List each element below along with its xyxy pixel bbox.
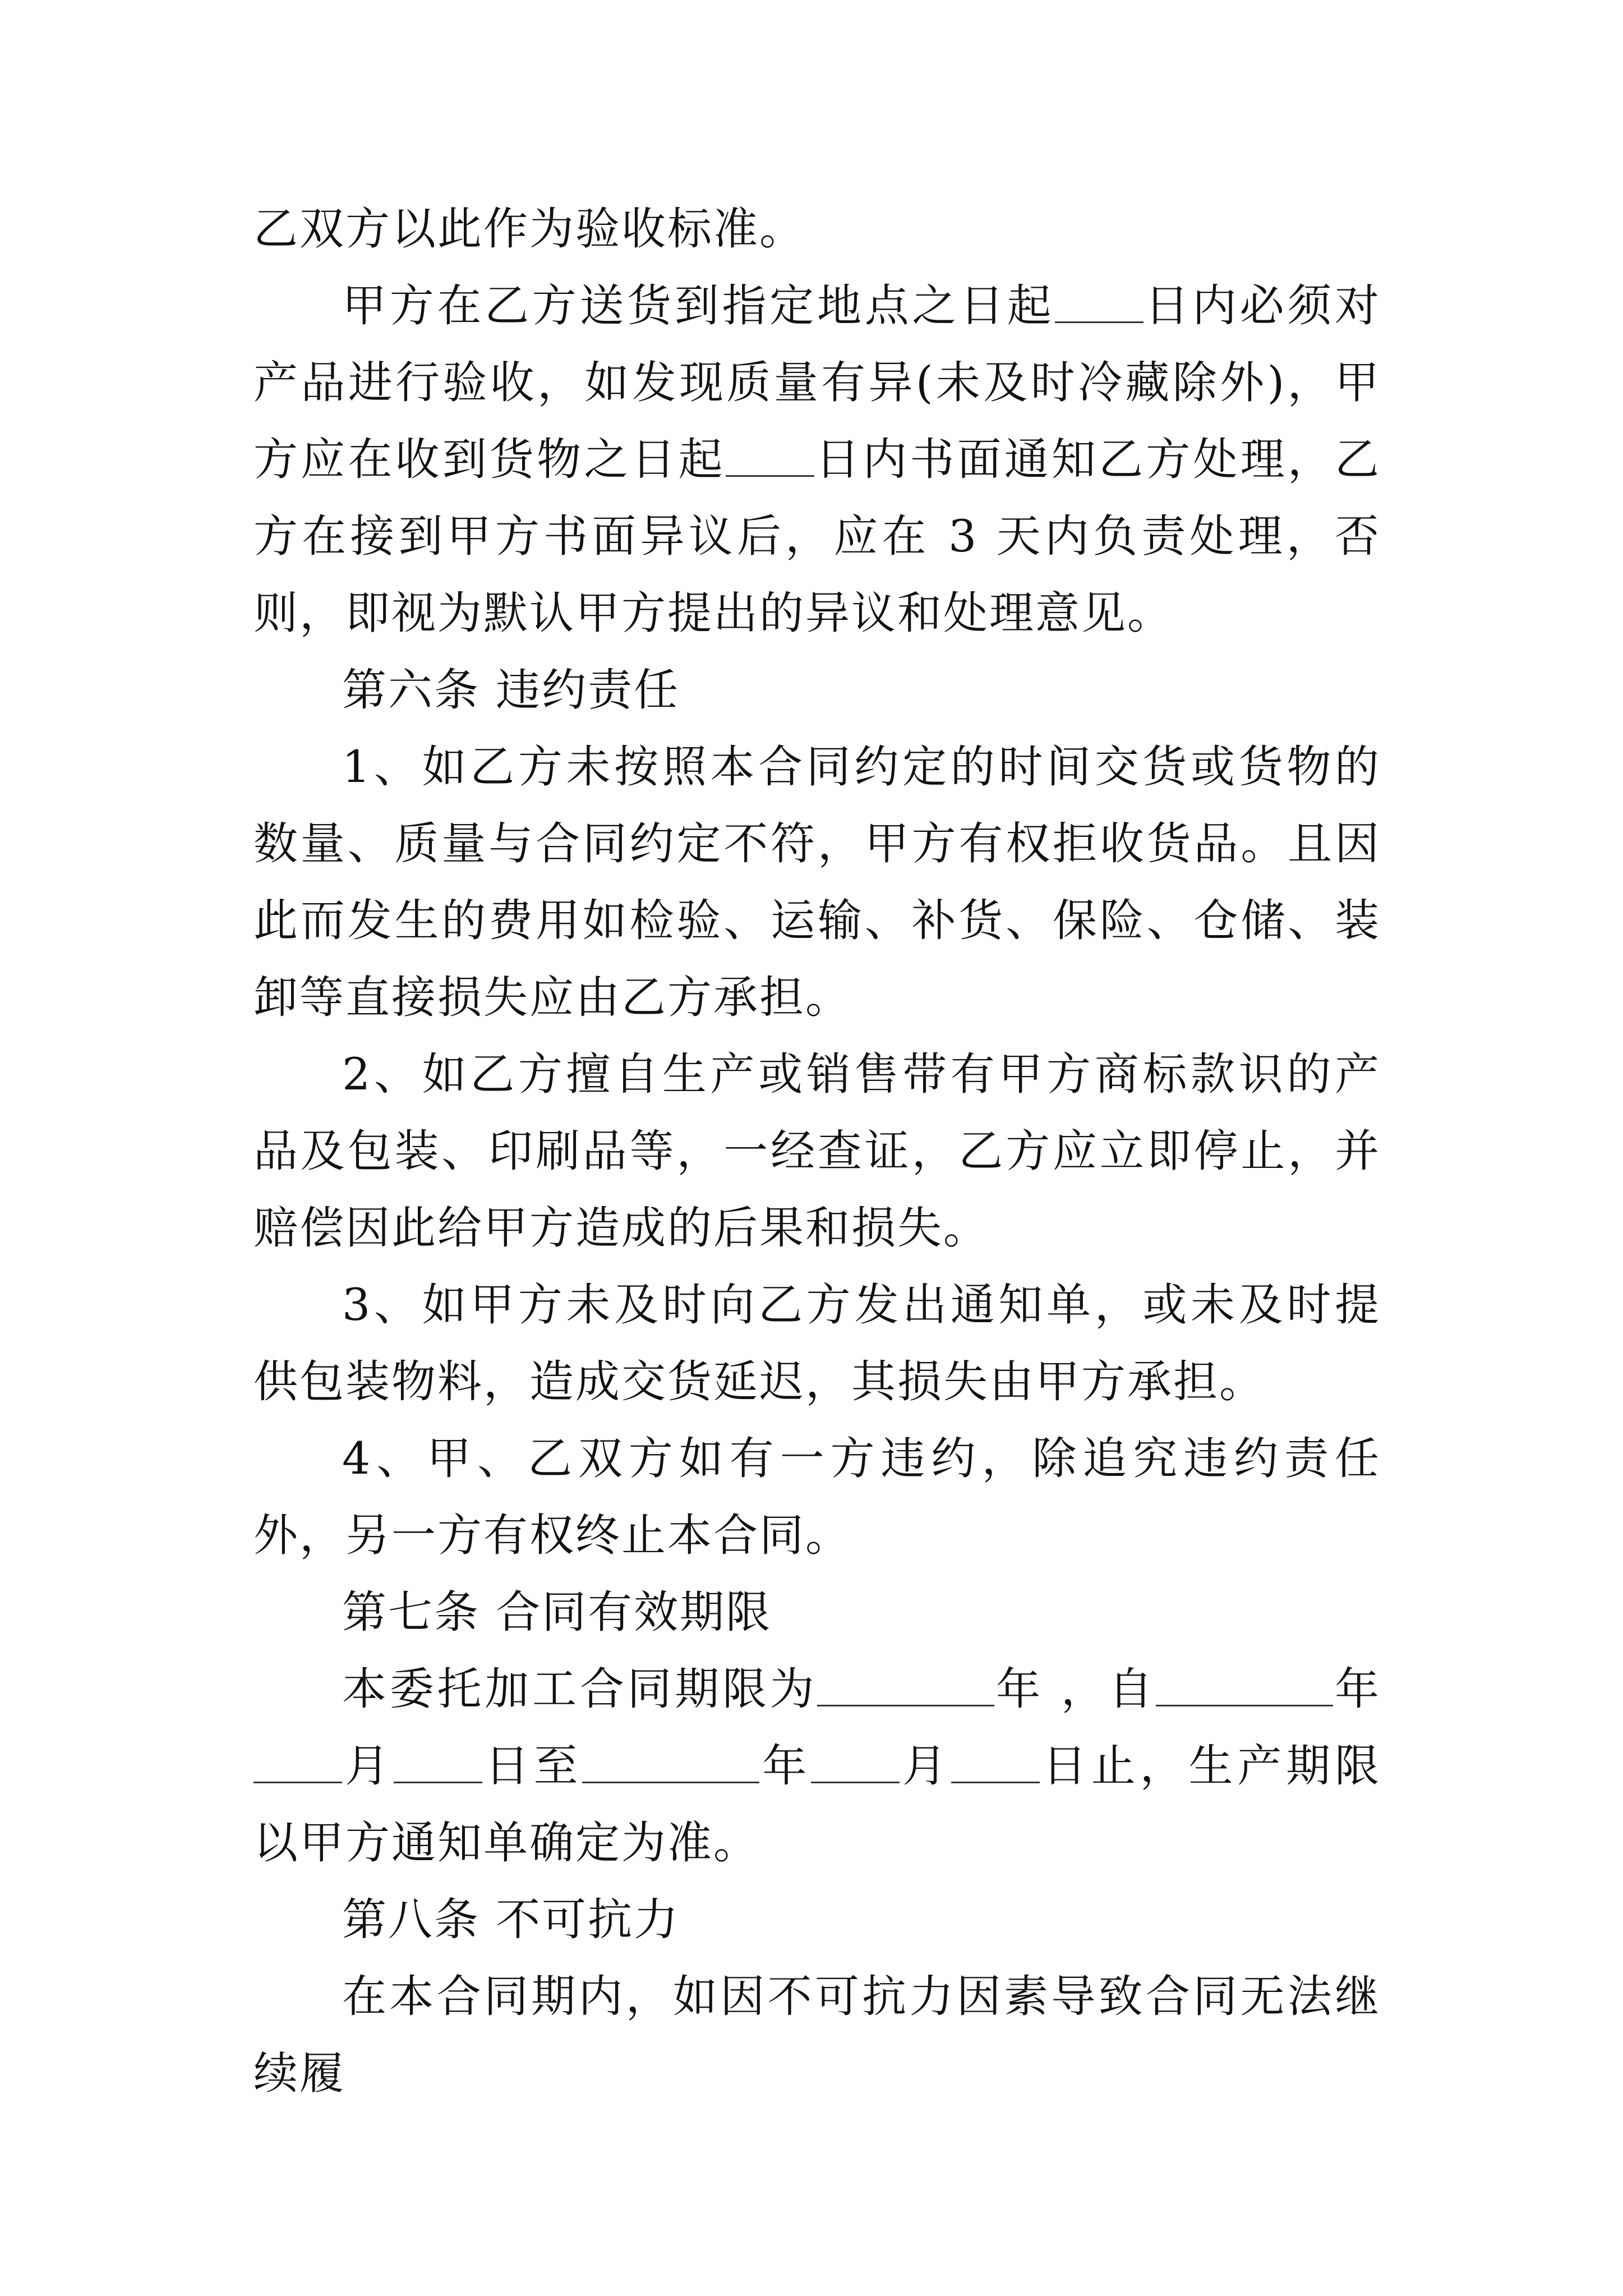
paragraph-text: 日止，生产期限以甲方通知单确定为准。 <box>253 1740 1381 1869</box>
fill-in-blank-start-year[interactable] <box>1156 1665 1333 1706</box>
article-6-heading: 第六条 违约责任 <box>342 664 680 716</box>
fill-in-blank-end-month[interactable] <box>811 1742 900 1783</box>
paragraph-text: 年 ，自 <box>994 1663 1156 1715</box>
paragraph-inspection <box>253 268 1381 652</box>
paragraph-text: 乙双方以此作为验收标准。 <box>253 203 805 255</box>
article-6-clause-1: 1、如乙方未按照本合同约定的时间交货或货物的数量、质量与合同约定不符，甲方有权拒收货品。且因此而发生的费用如检验、运输、补货、保险、仓储、装卸等直接损失应由乙方承担。 <box>253 741 1381 1023</box>
article-7-term <box>253 1651 1381 1881</box>
fill-in-blank-days[interactable] <box>726 435 814 477</box>
paragraph-text: 日内必须对产品进行验收，如发现质量有异(未及时冷藏除外)，甲方应在收到货物之日起 <box>253 280 1381 485</box>
fill-in-blank-end-day[interactable] <box>951 1742 1040 1783</box>
paragraph-acceptance-standard <box>253 191 1381 268</box>
paragraph-text: 日内书面通知乙方处理，乙方在接到甲方书面异议后，应在 3 天内负责处理，否则，即视为默认甲方提出的异议和处理意见。 <box>253 434 1381 639</box>
fill-in-blank-term-years[interactable] <box>817 1665 994 1706</box>
contract-text <box>253 191 1381 2112</box>
fill-in-blank-start-day[interactable] <box>394 1742 482 1783</box>
paragraph-text: 日至 <box>482 1740 583 1792</box>
paragraph-text: 月 <box>342 1740 394 1792</box>
article-6-clause-2: 2、如乙方擅自生产或销售带有甲方商标款识的产品及包装、印刷品等，一经查证，乙方应立即停止，并赔偿因此给甲方造成的后果和损失。 <box>253 1048 1381 1254</box>
fill-in-blank-start-month[interactable] <box>253 1742 342 1783</box>
paragraph-text: 本委托加工合同期限为 <box>342 1663 818 1715</box>
paragraph-text: 年 <box>759 1740 811 1792</box>
article-6-clause-4: 4、甲、乙双方如有一方违约，除追究违约责任外，另一方有权终止本合同。 <box>253 1433 1381 1561</box>
paragraph-text: 月 <box>900 1740 951 1792</box>
fill-in-blank-days[interactable] <box>1055 282 1144 323</box>
paragraph-text: 甲方在乙方送货到指定地点之日起 <box>342 280 1055 332</box>
paragraph-text: 年 <box>1333 1663 1381 1715</box>
article-8-heading: 第八条 不可抗力 <box>342 1894 680 1945</box>
article-8-force-majeure: 在本合同期内，如因不可抗力因素导致合同无法继续履 <box>253 1971 1381 2099</box>
article-7-heading: 第七条 合同有效期限 <box>342 1586 772 1638</box>
fill-in-blank-end-year[interactable] <box>582 1742 759 1783</box>
article-6-clause-3: 3、如甲方未及时向乙方发出通知单，或未及时提供包装物料，造成交货延迟，其损失由甲方承担。 <box>253 1279 1381 1407</box>
